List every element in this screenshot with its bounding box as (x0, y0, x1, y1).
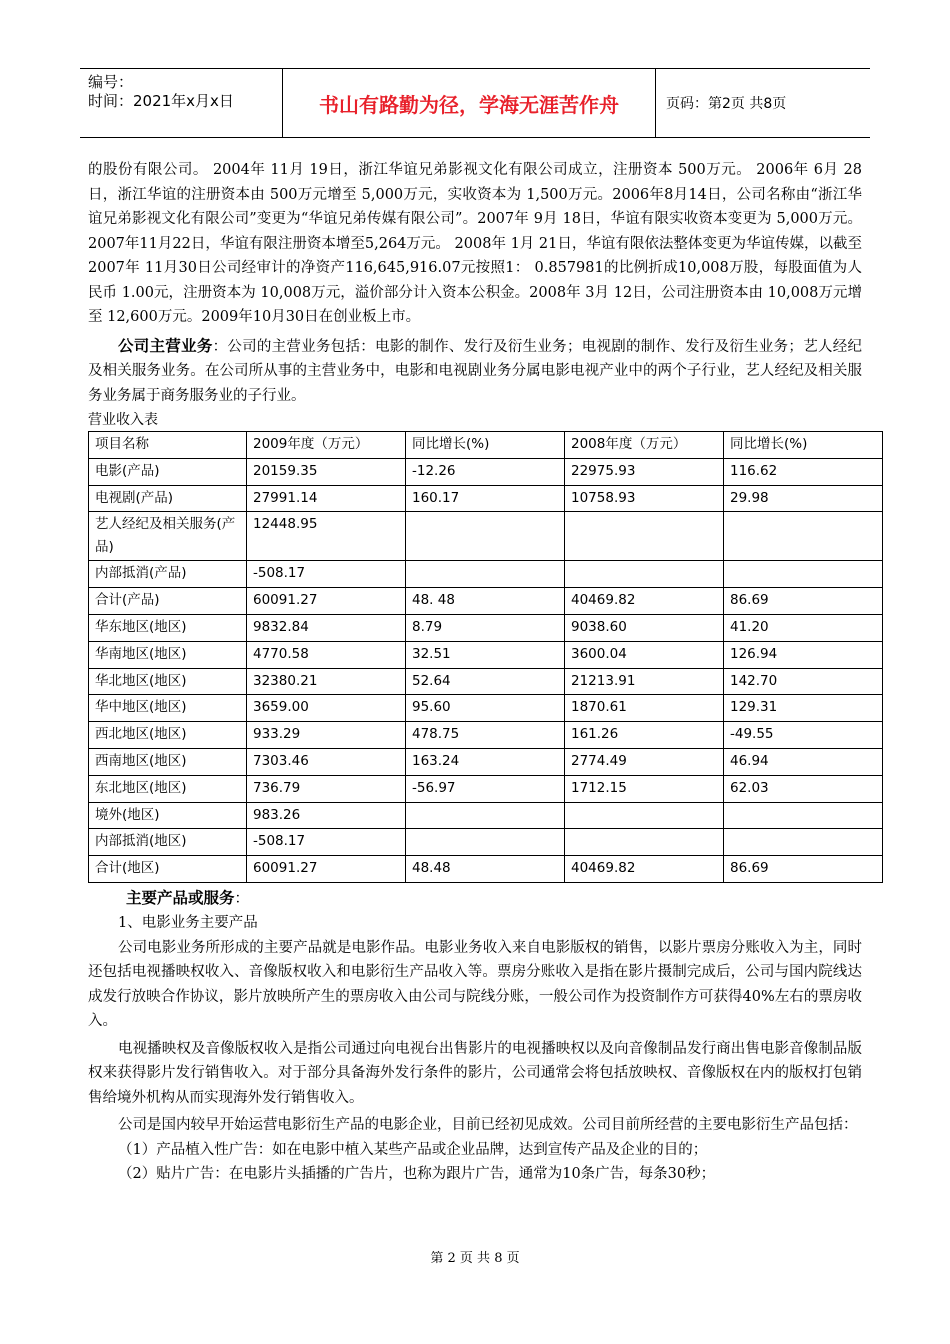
row-label-cell: 艺人经纪及相关服务(产品) (89, 512, 247, 561)
value-cell: 20159.35 (247, 458, 406, 485)
row-label-cell: 华南地区(地区) (89, 641, 247, 668)
value-cell: 161.26 (565, 722, 724, 749)
table-row (89, 641, 883, 668)
value-cell (406, 829, 565, 856)
value-cell: 86.69 (724, 856, 883, 883)
row-label-cell: 西南地区(地区) (89, 748, 247, 775)
value-cell: 40469.82 (565, 856, 724, 883)
header-motto: 书山有路勤为径，学海无涯苦作舟 (283, 69, 656, 137)
row-label-cell: 华北地区(地区) (89, 668, 247, 695)
value-cell: 2774.49 (565, 748, 724, 775)
value-cell: 9832.84 (247, 614, 406, 641)
revenue-table (88, 431, 883, 883)
value-cell: 4770.58 (247, 641, 406, 668)
value-cell: 52.64 (406, 668, 565, 695)
table-row (89, 588, 883, 615)
value-cell (565, 561, 724, 588)
table-row (89, 856, 883, 883)
row-label-cell: 合计(地区) (89, 856, 247, 883)
products-paragraph: 公司是国内较早开始运营电影衍生产品的电影企业，目前已经初见成效。公司目前所经营的主要电影衍生产品包括： (118, 1117, 858, 1134)
value-cell: 9038.60 (565, 614, 724, 641)
value-cell: 62.03 (724, 775, 883, 802)
value-cell: 983.26 (247, 802, 406, 829)
document-body (88, 158, 862, 1187)
products-subheading: 1、电影业务主要产品 (118, 915, 258, 932)
table-row (89, 829, 883, 856)
value-cell: 142.70 (724, 668, 883, 695)
value-cell: 478.75 (406, 722, 565, 749)
products-list-item: （1）产品植入性广告：如在电影中植入某些产品或企业品牌，达到宣传产品及企业的目的； (118, 1141, 708, 1158)
value-cell (406, 561, 565, 588)
value-cell: 160.17 (406, 485, 565, 512)
value-cell: 40469.82 (565, 588, 724, 615)
header-cell: 2009年度（万元） (247, 432, 406, 459)
value-cell: 10758.93 (565, 485, 724, 512)
row-label-cell: 境外(地区) (89, 802, 247, 829)
products-heading: 主要产品或服务 (126, 888, 235, 907)
header-cell: 同比增长(%) (724, 432, 883, 459)
value-cell: 60091.27 (247, 856, 406, 883)
value-cell: 29.98 (724, 485, 883, 512)
table-row (89, 748, 883, 775)
time-label: 时间：2021年x月x日 (88, 92, 234, 110)
table-row (89, 668, 883, 695)
value-cell: -49.55 (724, 722, 883, 749)
header-meta (80, 69, 283, 137)
value-cell: 21213.91 (565, 668, 724, 695)
value-cell: 736.79 (247, 775, 406, 802)
value-cell: 3659.00 (247, 695, 406, 722)
row-label-cell: 华中地区(地区) (89, 695, 247, 722)
value-cell: 27991.14 (247, 485, 406, 512)
intro-paragraph: 的股份有限公司。 2004年 11月 19日，浙江华谊兄弟影视文化有限公司成立，注册资本 500万元。 2006年 6月 28日，浙江华谊的注册资本由 500万元增至 5,000万元，实收资本为 1,500万元。2006年8月14日，公司名称由“浙江华谊兄弟影视文化有限公司”变更为“华谊兄弟传媒有限公司”。2007年 9月 18日，华谊有限实收资本变更为 5,000万元。2007年11月22日，华谊有限注册资本增至5,264万元。 2008年 1月 21日，华谊有限依法整体变更为华谊传媒，以截至 2007年 11月30日公司经审计的净资产116,645,916.07元按照1： 0.857981的比例折成10,008万股，每股面值为人民币 1.00元，注册资本为 10,008万元，溢价部分计入资本公积金。2008年 3月 12日，公司注册资本由 10,008万元增至 12,600万元。2009年10月30日在创业板上市。 (88, 162, 862, 325)
value-cell: 129.31 (724, 695, 883, 722)
value-cell: 7303.46 (247, 748, 406, 775)
value-cell: 1870.61 (565, 695, 724, 722)
table-row (89, 722, 883, 749)
value-cell: 48.48 (406, 856, 565, 883)
row-label-cell: 电视剧(产品) (89, 485, 247, 512)
value-cell: 41.20 (724, 614, 883, 641)
page-footer: 第 2 页 共 8 页 (430, 1251, 520, 1266)
value-cell: 933.29 (247, 722, 406, 749)
table-row (89, 561, 883, 588)
table-row (89, 485, 883, 512)
row-label-cell: 合计(产品) (89, 588, 247, 615)
value-cell (406, 802, 565, 829)
value-cell (724, 829, 883, 856)
header-cell: 项目名称 (89, 432, 247, 459)
value-cell: 46.94 (724, 748, 883, 775)
value-cell: 12448.95 (247, 512, 406, 561)
table-row (89, 614, 883, 641)
value-cell: 95.60 (406, 695, 565, 722)
business-label: 公司主营业务 (118, 336, 213, 355)
table-row (89, 802, 883, 829)
value-cell: 116.62 (724, 458, 883, 485)
value-cell: -508.17 (247, 829, 406, 856)
table-row (89, 458, 883, 485)
value-cell: -56.97 (406, 775, 565, 802)
row-label-cell: 内部抵消(地区) (89, 829, 247, 856)
page-header (80, 68, 870, 138)
business-text: ：公司的主营业务包括：电影的制作、发行及衍生业务；电视剧的制作、发行及衍生业务；艺人经纪及相关服务业务。在公司所从事的主营业务中，电影和电视剧业务分属电影电视产业中的两个子行业，艺人经纪及相关服务业务属于商务服务业的子行业。 (88, 338, 862, 404)
header-cell: 2008年度（万元） (565, 432, 724, 459)
value-cell: 8.79 (406, 614, 565, 641)
value-cell (724, 802, 883, 829)
value-cell: 3600.04 (565, 641, 724, 668)
table-caption: 营业收入表 (88, 412, 158, 428)
value-cell (724, 512, 883, 561)
header-page-info: 页码：第2页 共8页 (666, 96, 787, 112)
products-heading-suffix: ： (234, 890, 250, 907)
row-label-cell: 东北地区(地区) (89, 775, 247, 802)
row-label-cell: 西北地区(地区) (89, 722, 247, 749)
business-paragraph (88, 334, 862, 409)
table-row (89, 775, 883, 802)
value-cell: 60091.27 (247, 588, 406, 615)
products-paragraph: 公司电影业务所形成的主要产品就是电影作品。电影业务收入来自电影版权的销售，以影片票房分账收入为主，同时还包括电视播映权收入、音像版权收入和电影衍生产品收入等。票房分账收入是指在影片摄制完成后，公司与国内院线达成发行放映合作协议，影片放映所产生的票房收入由公司与院线分账，一般公司作为投资制作方可获得40%左右的票房收入。 (88, 939, 862, 1030)
value-cell: -12.26 (406, 458, 565, 485)
value-cell: 163.24 (406, 748, 565, 775)
value-cell (565, 802, 724, 829)
products-paragraph: 电视播映权及音像版权收入是指公司通过向电视台出售影片的电视播映权以及向音像制品发行商出售电影音像制品版权来获得影片发行销售收入。对于部分具备海外发行条件的影片，公司通常会将包括放映权、音像版权在内的版权打包销售给境外机构从而实现海外发行销售收入。 (88, 1040, 862, 1106)
value-cell: 1712.15 (565, 775, 724, 802)
value-cell: 32380.21 (247, 668, 406, 695)
row-label-cell: 电影(产品) (89, 458, 247, 485)
value-cell (565, 829, 724, 856)
value-cell: 32.51 (406, 641, 565, 668)
number-label: 编号： (88, 73, 134, 91)
table-row (89, 695, 883, 722)
value-cell: 48. 48 (406, 588, 565, 615)
value-cell: 86.69 (724, 588, 883, 615)
header-cell: 同比增长(%) (406, 432, 565, 459)
value-cell: -508.17 (247, 561, 406, 588)
row-label-cell: 华东地区(地区) (89, 614, 247, 641)
value-cell (565, 512, 724, 561)
row-label-cell: 内部抵消(产品) (89, 561, 247, 588)
value-cell: 22975.93 (565, 458, 724, 485)
products-list-item: （2）贴片广告：在电影片头插播的广告片，也称为跟片广告，通常为10条广告，每条30秒； (118, 1166, 716, 1183)
value-cell (406, 512, 565, 561)
value-cell (724, 561, 883, 588)
table-row (89, 512, 883, 561)
table-header-row (89, 432, 883, 459)
products-heading-line (88, 886, 862, 912)
value-cell: 126.94 (724, 641, 883, 668)
